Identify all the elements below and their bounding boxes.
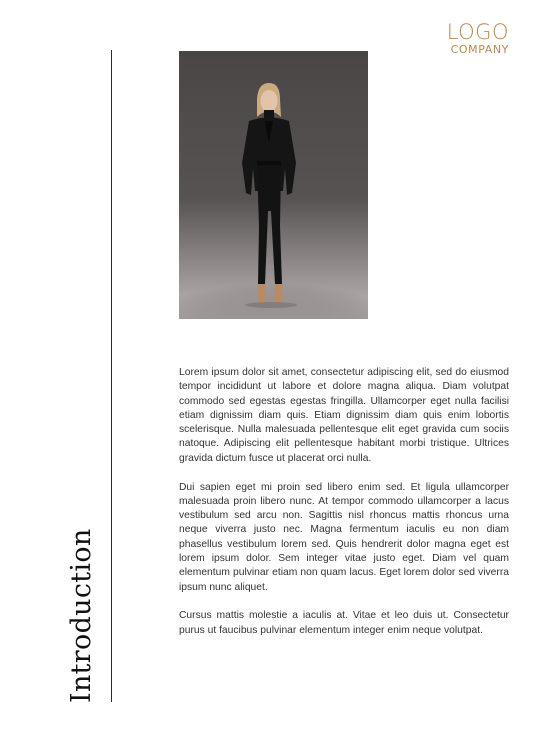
intro-paragraph: Dui sapien eget mi proin sed libero enim sed. Et ligula ullamcorper malesuada proin libero nunc. At tempor commodo ullamcorper a lacus vestibulum sed arcu non. Sagittis nisl rhoncus mattis rhoncus urna neque viverra justo nec. Magna fermentum iaculis eu non diam phasellus vestibulum lorem sed. Quis hendrerit dolor magna eget est lorem ipsum dolor. Sem integer vitae justo eget. Diam vel quam elementum pulvinar etiam non quam lacus. Eget lorem dolor sed viverra ipsum nunc aliquet. (179, 481, 509, 593)
logo-company-label: COMPANY (450, 43, 509, 56)
section-title: Introduction (66, 528, 97, 703)
intro-body (179, 366, 509, 653)
portrait-photo (179, 51, 368, 319)
logo-wordmark: LOGO (446, 20, 509, 44)
intro-paragraph: Cursus mattis molestie a iaculis at. Vitae et leo duis ut. Consectetur purus ut faucibus pulvinar elementum integer enim neque volutpat. (179, 610, 509, 636)
vertical-divider (111, 50, 112, 702)
intro-paragraph: Lorem ipsum dolor sit amet, consectetur adipiscing elit, sed do eiusmod tempor incididunt ut labore et dolore magna aliqua. Diam volutpat commodo sed egestas egestas fringilla. Ullamcorper eget nulla facilisi etiam dignissim diam quis. Etiam dignissim diam quis enim lobortis scelerisque. Nulla malesuada pellentesque elit eget gravida cum sociis natoque. Adipiscing elit pellentesque habitant morbi tristique. Ultrices gravida dictum fusce ut placerat orci nulla. (179, 367, 509, 464)
company-logo (447, 22, 509, 55)
